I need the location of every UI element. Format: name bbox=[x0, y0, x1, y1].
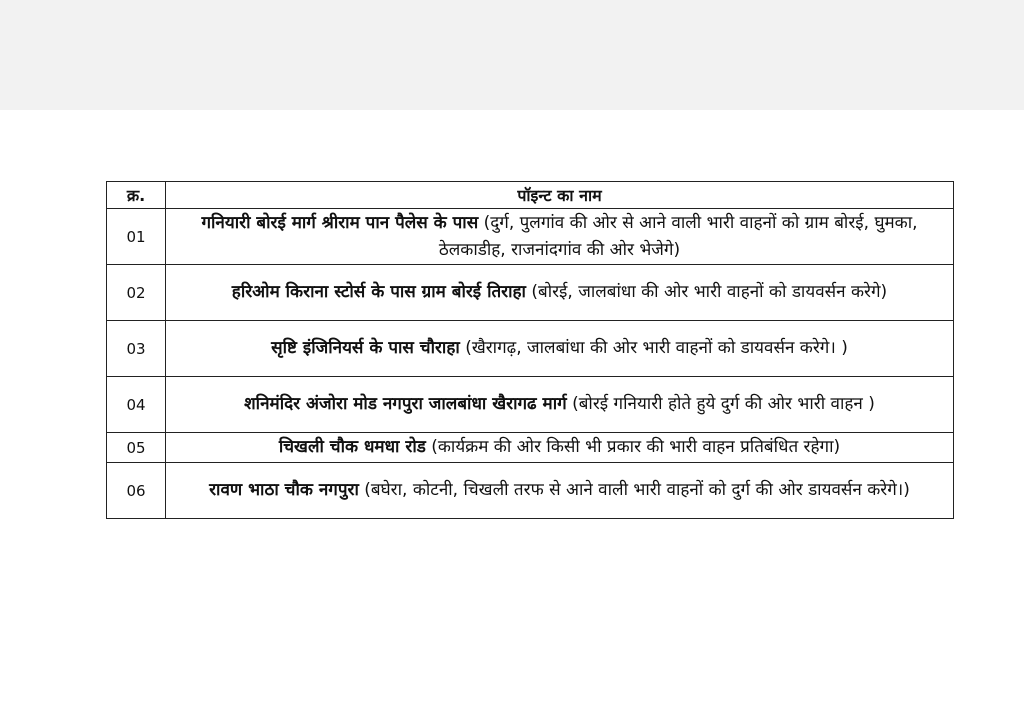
row-point-name bbox=[166, 463, 954, 519]
row-serial: 02 bbox=[107, 265, 166, 321]
row-serial: 05 bbox=[107, 433, 166, 463]
row-point-name bbox=[166, 209, 954, 265]
serial-header: क्र. bbox=[107, 182, 166, 209]
row-details: (खैरागढ़, जालबांधा की ओर भारी वाहनों को डायवर्सन करेगे। ) bbox=[465, 338, 848, 358]
row-place: रावण भाठा चौक नगपुरा bbox=[209, 480, 359, 500]
row-details: (कार्यक्रम की ओर किसी भी प्रकार की भारी वाहन प्रतिबंधित रहेगा) bbox=[431, 437, 841, 457]
row-details: (बोरई, जालबांधा की ओर भारी वाहनों को डायवर्सन करेगे) bbox=[531, 282, 888, 302]
row-place: गनियारी बोरई मार्ग श्रीराम पान पैलेस के पास bbox=[201, 212, 479, 233]
row-point-name bbox=[166, 321, 954, 377]
row-serial: 03 bbox=[107, 321, 166, 377]
row-serial: 04 bbox=[107, 377, 166, 433]
row-point-name bbox=[166, 433, 954, 463]
table-row bbox=[107, 433, 954, 463]
row-place: हरिओम किराना स्टोर्स के पास ग्राम बोरई तिराहा bbox=[231, 282, 526, 302]
row-place: चिखली चौक धमधा रोड bbox=[278, 437, 426, 457]
table-row bbox=[107, 265, 954, 321]
table-row bbox=[107, 321, 954, 377]
row-details: (बघेरा, कोटनी, चिखली तरफ से आने वाली भारी वाहनों को दुर्ग की ओर डायवर्सन करेगे।) bbox=[364, 480, 910, 500]
table-header-row bbox=[107, 182, 954, 209]
diversion-points-table bbox=[106, 181, 954, 519]
table-row bbox=[107, 463, 954, 519]
top-gray-band bbox=[0, 0, 1024, 110]
table-row bbox=[107, 377, 954, 433]
row-place: शनिमंदिर अंजोरा मोड नगपुरा जालबांधा खैरागढ मार्ग bbox=[244, 394, 567, 414]
row-serial: 01 bbox=[107, 209, 166, 265]
table-row bbox=[107, 209, 954, 265]
row-details: (दुर्ग, पुलगांव की ओर से आने वाली भारी वाहनों को ग्राम बोरई, घुमका, ठेलकाडीह, राजनांदगांव की ओर भेजेगे) bbox=[438, 212, 918, 260]
row-point-name bbox=[166, 377, 954, 433]
row-point-name bbox=[166, 265, 954, 321]
row-serial: 06 bbox=[107, 463, 166, 519]
row-place: सृष्टि इंजिनियर्स के पास चौराहा bbox=[271, 338, 460, 358]
row-details: (बोरई गनियारी होते हुये दुर्ग की ओर भारी वाहन ) bbox=[572, 394, 875, 414]
point-name-header: पॉइन्ट का नाम bbox=[166, 182, 954, 209]
